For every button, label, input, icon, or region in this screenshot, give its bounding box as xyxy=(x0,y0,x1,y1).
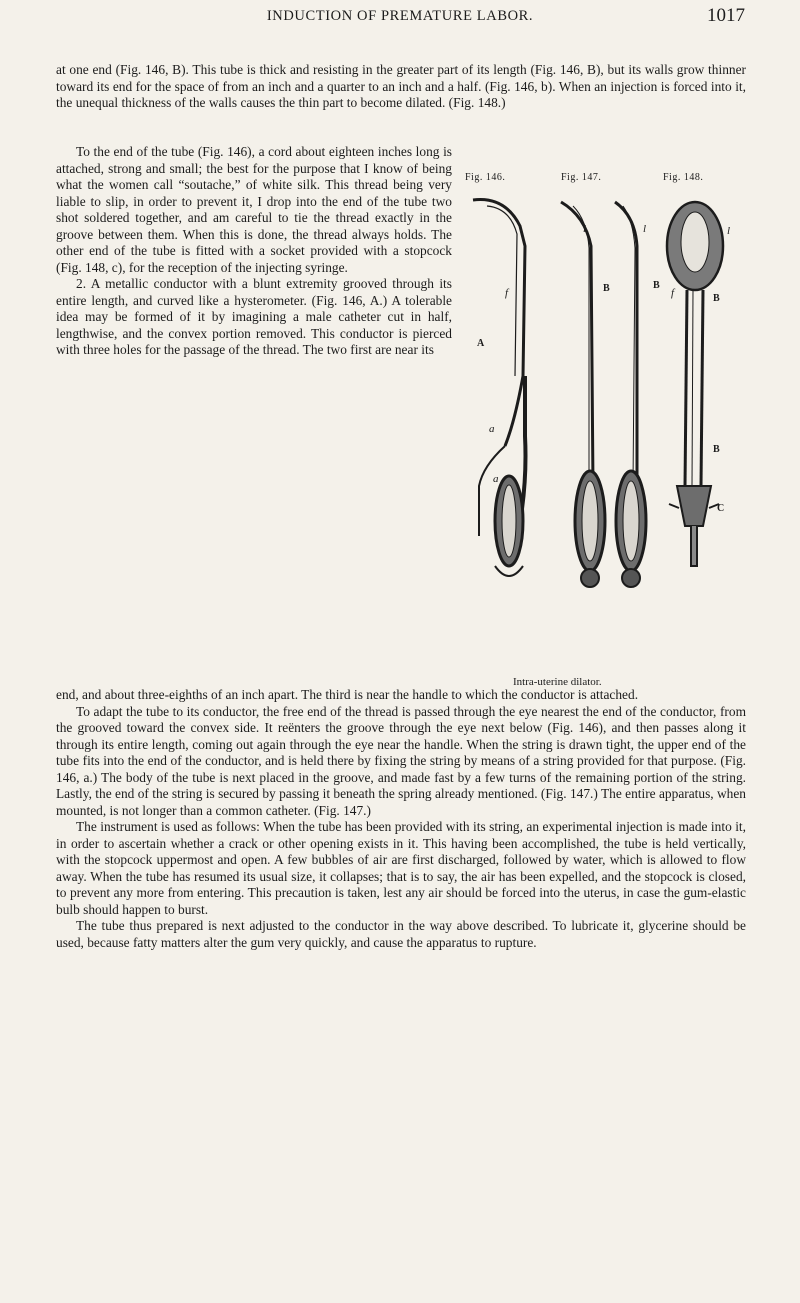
fig148-letter-f: f xyxy=(671,287,675,299)
figure-label-148: Fig. 148. xyxy=(663,172,704,183)
paragraph: To adapt the tube to its conductor, the free end of the thread is passed through the eye nearest the end of the conductor, from the grooved toward the convex side. It reënters the groove through the eye next below (Fig. 146), and then passes along it through its entire length, coming out again through the eye near the handle. When the string is drawn tight, the upper end of the tube fits into the end of the conductor, and is held there by fixing the string by means of a string provided for that purpose. (Fig. 146, a.) The body of the tube is next placed in the groove, and made fast by a few turns of the remaining portion of the string. Lastly, the end of the string is secured by passing it beneath the spring already mentioned. (Fig. 147.) The entire apparatus, when mounted, is not longer than a common catheter. (Fig. 147.) xyxy=(56,703,746,818)
figure-label-147: Fig. 147. xyxy=(561,172,602,183)
fig148-letter-b-lower: B xyxy=(713,444,720,455)
figure-caption: Intra-uterine dilator. xyxy=(513,676,602,688)
running-title: INDUCTION OF PREMATURE LABOR. xyxy=(266,8,534,24)
fig147-letter-b-second: B xyxy=(653,280,660,291)
fig146-letter-a: A xyxy=(477,338,485,349)
paragraph: end, and about three-eighths of an inch apart. The third is near the handle to which the conductor is attached. xyxy=(56,687,639,702)
figure-intra-uterine-dilator xyxy=(465,172,735,692)
figure-label-146: Fig. 146. xyxy=(465,172,506,183)
fig147-letter-l: l xyxy=(583,223,587,235)
fig146-letter-f: f xyxy=(505,287,509,299)
text-block-wrapped xyxy=(56,144,452,359)
paragraph: 2. A metallic conductor with a blunt extremity grooved through its entire length, and curved like a hysterometer. (Fig. 146, A.) A tolerable idea may be formed of it by imagining a male catheter cut in half, lengthwise, and the convex portion removed. This conductor is pierced with three holes for the passage of the thread. The two first are near its xyxy=(56,276,452,357)
paragraph: at one end (Fig. 146, B). This tube is thick and resisting in the greater part of its length (Fig. 146, B), but its walls grow thinner toward its end for the space of from an inch and a quarter to an inch and a half. (Fig. 146, b). When an injection is forced into it, the unequal thickness of the walls causes the thin part to become dilated. (Fig. 148.) xyxy=(56,62,746,110)
fig147-drawing xyxy=(561,202,646,587)
fig148-letter-l: l xyxy=(727,225,731,237)
fig148-letter-b: B xyxy=(713,293,720,304)
fig147-letter-b: B xyxy=(603,283,610,294)
fig146-letter-a-lower: a xyxy=(493,473,499,485)
fig147-letter-l-second: l xyxy=(643,223,647,235)
paragraph: The tube thus prepared is next adjusted to the conductor in the way above described. To lubricate it, glycerine should be used, because fatty matters alter the gum very quickly, and cause the apparatus to rupture. xyxy=(56,918,746,950)
fig146-letter-a-small: a xyxy=(489,423,495,435)
paragraph: To the end of the tube (Fig. 146), a cord about eighteen inches long is attached, strong and small; the best for the purpose that I know of being what the women call “soutache,” of white silk. This thread being very liable to slip, in order to prevent it, I drop into the end of the tube two shot soldered together, and am careful to tie the thread exactly in the groove between them. When this is done, the thread always holds. The other end of the tube is fitted with a socket provided with a stopcock (Fig. 148, c), for the reception of the injecting syringe. xyxy=(56,144,452,275)
page-number: 1017 xyxy=(707,5,745,26)
fig148-letter-c: C xyxy=(717,503,725,514)
fig146-drawing xyxy=(473,200,526,576)
running-header xyxy=(55,5,745,38)
text-block-bottom xyxy=(56,687,746,951)
text-block-top xyxy=(56,62,746,112)
dilator-illustration xyxy=(465,186,735,686)
paragraph: The instrument is used as follows: When the tube has been provided with its string, an experimental injection is made into it, in order to ascertain whether a crack or other opening exists in it. This having been accomplished, the tube is held vertically, with the stopcock uppermost and open. A few bubbles of air are first discharged, followed by water, which is allowed to flow away. When the tube has resumed its usual size, it collapses; that is to say, the air has been expelled, and the stopcock is closed, to prevent any more from entering. This precaution is taken, lest any air should be forced into the uterus, in case the gum-elastic bulb should happen to burst. xyxy=(56,819,746,917)
fig148-drawing xyxy=(667,202,723,566)
